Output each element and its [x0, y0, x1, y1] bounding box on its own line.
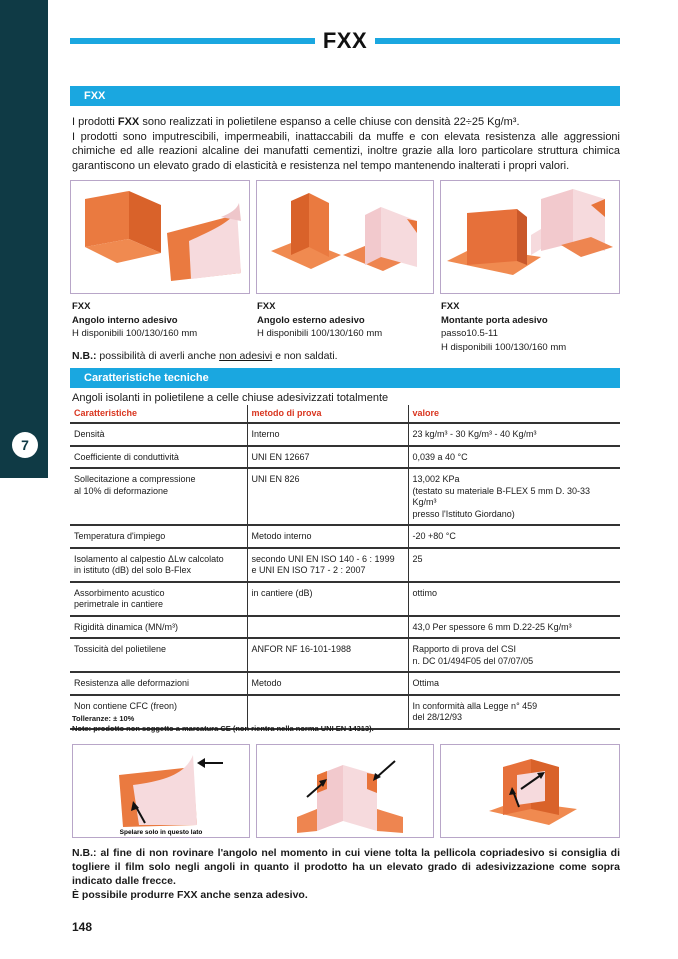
cell-valore: 43,0 Per spessore 6 mm D.22-25 Kg/m³: [408, 616, 620, 639]
header-caratteristiche: Caratteristiche: [70, 405, 247, 423]
peel-interno-illustration: [73, 745, 249, 837]
product-name: Angolo esterno adesivo: [257, 314, 365, 326]
table-row: [70, 672, 620, 695]
photo-peel-interno: [72, 744, 250, 838]
cell-valore: In conformità alla Legge n° 459 del 28/12/93: [408, 695, 620, 729]
intro-p1-a: I prodotti: [72, 116, 118, 128]
intro-p1-c: sono realizzati in polietilene espanso a celle chiuse con densità 22÷25 Kg/m³.: [139, 116, 520, 128]
tolerance-text: Tolleranze: ± 10%: [72, 714, 135, 723]
cell-valore: 0,039 a 40 °C: [408, 446, 620, 469]
cell-metodo: ANFOR NF 16-101-1988: [247, 638, 408, 672]
cell-metodo: UNI EN 826: [247, 468, 408, 525]
product-brand: FXX: [72, 301, 91, 312]
table-row: [70, 423, 620, 446]
table-caption: Angoli isolanti in polietilene a celle chiuse adesivizzati totalmente: [72, 392, 389, 404]
chapter-sidebar: [0, 0, 48, 478]
nb-adesivi-note: [72, 350, 338, 362]
cell-metodo: UNI EN 12667: [247, 446, 408, 469]
cell-valore: Ottima: [408, 672, 620, 695]
title-rule-left: [70, 38, 315, 44]
title-rule-right: [375, 38, 620, 44]
product-brand: FXX: [441, 301, 460, 312]
product-angolo-esterno: [257, 300, 382, 341]
cell-valore: 23 kg/m³ - 30 Kg/m³ - 40 Kg/m³: [408, 423, 620, 446]
peel-esterno-illustration: [257, 745, 433, 837]
cell-metodo: Interno: [247, 423, 408, 446]
header-valore: valore: [408, 405, 620, 423]
table-row: [70, 548, 620, 582]
nb-peel-text: N.B.: al fine di non rovinare l'angolo nel momento in cui viene tolta la pellicola copriadesivo si consiglia di togliere il film solo negli angoli in quanto il prodotto ha un elevato grado di adesivizzazione come sopra indicato dalle frecce.: [72, 847, 620, 887]
intro-paragraph-2: I prodotti sono imputrescibili, impermeabili, inattaccabili da muffe e con elevata resistenza alle aggressioni chimiche ed alle reazioni alcaline dei manufatti cementizi, inoltre grazie alla loro particolare struttura chimica garantiscono un elevato grado di elasticità e resistenza nel tempo mantenendo inalterati i propri valori.: [72, 130, 620, 172]
cell-metodo: in cantiere (dB): [247, 582, 408, 616]
table-row: [70, 616, 620, 639]
product-name: Montante porta adesivo: [441, 314, 548, 326]
photo-peel-esterno: [256, 744, 434, 838]
nb-label: N.B.:: [72, 350, 97, 362]
intro-paragraph-1: [72, 115, 620, 130]
table-header-row: [70, 405, 620, 423]
cell-valore: 13,002 KPa (testato su materiale B-FLEX 5 mm D. 30-33 Kg/m³ presso l'Istituto Giordano): [408, 468, 620, 525]
cell-metodo: secondo UNI EN ISO 140 - 6 : 1999 e UNI EN ISO 717 - 2 : 2007: [247, 548, 408, 582]
photo-peel-montante: [440, 744, 620, 838]
table-row: [70, 582, 620, 616]
photo-montante-porta: [440, 180, 620, 294]
peel-montante-illustration: [441, 745, 619, 837]
table-row: [70, 638, 620, 672]
cell-caratteristica: Coefficiente di conduttività: [70, 446, 247, 469]
cell-caratteristica: Temperatura d'impiego: [70, 525, 247, 548]
cell-metodo: Metodo interno: [247, 525, 408, 548]
cell-valore: Rapporto di prova del CSI n. DC 01/494F05 del 07/07/05: [408, 638, 620, 672]
nb-no-adhesive-text: È possibile produrre FXX anche senza adesivo.: [72, 889, 308, 901]
product-montante-porta: [441, 300, 566, 354]
page-title-row: [70, 28, 620, 54]
table-row: [70, 468, 620, 525]
cell-caratteristica: Non contiene CFC (freon): [70, 695, 247, 729]
nb-peel-note: [72, 846, 620, 902]
photo-angolo-esterno: [256, 180, 434, 294]
product-detail: H disponibili 100/130/160 mm: [72, 328, 198, 339]
cell-caratteristica: Isolamento al calpestio ΔLw calcolato in istituto (dB) del solo B-Flex: [70, 548, 247, 582]
montante-porta-illustration: [441, 181, 619, 293]
tolerance-notes: [72, 714, 374, 734]
angolo-interno-illustration: [71, 181, 249, 293]
nb-text-b: e non saldati.: [272, 350, 338, 362]
ce-note-text: Note: prodotto non soggetto a marcatura CE (non rientra nella norma UNI EN 14313).: [72, 724, 374, 733]
product-brand: FXX: [257, 301, 276, 312]
cell-valore: ottimo: [408, 582, 620, 616]
cell-metodo: [247, 616, 408, 639]
table-body: [70, 423, 620, 729]
chapter-badge: 7: [12, 432, 38, 458]
cell-metodo: Metodo: [247, 672, 408, 695]
cell-caratteristica: Tossicità del polietilene: [70, 638, 247, 672]
peel-caption: Spelare solo in questo lato: [119, 829, 203, 836]
nb-underlined: non adesivi: [219, 350, 273, 362]
table-row: [70, 525, 620, 548]
product-detail-2: H disponibili 100/130/160 mm: [441, 341, 567, 353]
cell-caratteristica: Assorbimento acustico perimetrale in cantiere: [70, 582, 247, 616]
spec-table: [70, 405, 620, 730]
page-number: 148: [72, 920, 93, 934]
cell-caratteristica: Densità: [70, 423, 247, 446]
intro-p1-brand: FXX: [117, 116, 140, 128]
table-row: [70, 446, 620, 469]
product-detail: H disponibili 100/130/160 mm: [257, 328, 383, 339]
product-detail: passo10.5-11: [441, 328, 498, 339]
angolo-esterno-illustration: [257, 181, 433, 293]
header-metodo: metodo di prova: [247, 405, 408, 423]
page-title: FXX: [322, 28, 368, 53]
section-header-caratteristiche: Caratteristiche tecniche: [70, 368, 620, 388]
product-name: Angolo interno adesivo: [72, 314, 178, 326]
cell-valore: 25: [408, 548, 620, 582]
product-angolo-interno: [72, 300, 197, 341]
cell-caratteristica: Sollecitazione a compressione al 10% di deformazione: [70, 468, 247, 525]
intro-text: [72, 115, 620, 173]
section-header-fxx: FXX: [70, 86, 620, 106]
cell-valore: -20 +80 °C: [408, 525, 620, 548]
nb-text-a: possibilità di averli anche: [96, 350, 220, 362]
cell-caratteristica: Resistenza alle deformazioni: [70, 672, 247, 695]
cell-caratteristica: Rigidità dinamica (MN/m³): [70, 616, 247, 639]
photo-angolo-interno: [70, 180, 250, 294]
